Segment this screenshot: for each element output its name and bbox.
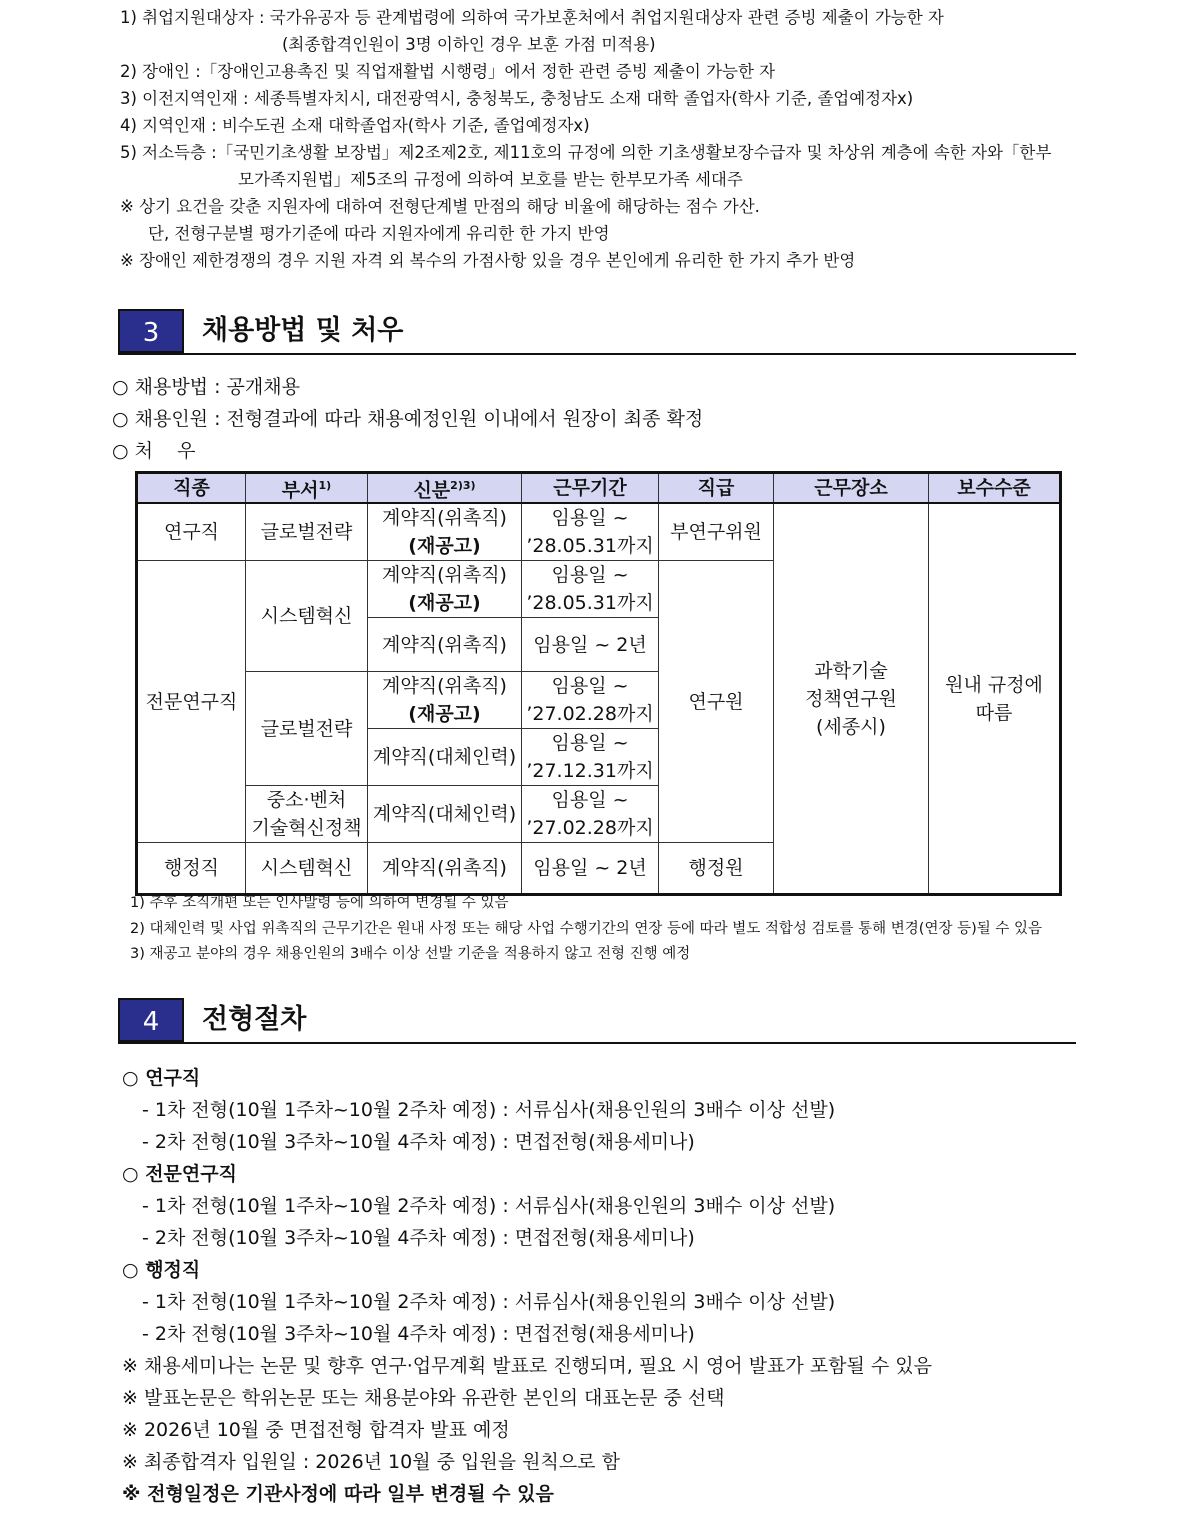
cell-period: 임용일 ~ 2년 [522,618,659,672]
note-line-1-cont: (최종합격인원이 3명 이하인 경우 보훈 가점 미적용) [282,35,656,54]
cell-rank: 행정원 [659,843,774,895]
note-line-4: 4) 지역인재 : 비수도권 소재 대학졸업자(학사 기준, 졸업예정자x) [120,116,590,135]
section-number: 4 [118,998,184,1042]
cell-period: 임용일 ~ ’27.02.28까지 [522,672,659,729]
section-number: 3 [118,309,184,353]
note-bonus-cont: 단, 전형구분별 평가기준에 따라 지원자에게 유리한 한 가지 반영 [148,224,610,243]
header-period: 근무기간 [522,473,659,504]
note-announce: ※ 2026년 10월 중 면접전형 합격자 발표 예정 [122,1419,510,1441]
header-job-type: 직종 [137,473,246,504]
cell-rank: 연구원 [659,561,774,843]
table-row [137,503,1061,561]
cell-period: 임용일 ~ ’28.05.31까지 [522,561,659,618]
footnote-2: 2) 대체인력 및 사업 위촉직의 근무기간은 원내 사정 또는 해당 사업 수행기간의 연장 등에 따라 별도 적합성 검토를 통해 변경(연장 등)될 수 있음 [130,921,1042,937]
group-prof-step1: - 1차 전형(10월 1주차~10월 2주차 예정) : 서류심사(채용인원의 3배수 이상 선발) [142,1195,836,1217]
header-dept: 부서$^{1)}$ [246,473,368,504]
cell-place: 과학기술 정책연구원 (세종시) [774,503,929,895]
footnote-1: 1) 추후 조직개편 또는 인사발령 등에 의하여 변경될 수 있음 [130,895,509,911]
cell-period: 임용일 ~ ’27.02.28까지 [522,786,659,843]
note-paper: ※ 발표논문은 학위논문 또는 채용분야와 유관한 본인의 대표논문 중 선택 [122,1387,725,1409]
cell-status: 계약직(위촉직) (재공고) [368,561,522,618]
cell-status: 계약직(대체인력) [368,786,522,843]
header-pay: 보수수준 [929,473,1061,504]
note-line-3: 3) 이전지역인재 : 세종특별자치시, 대전광역시, 충청북도, 충청남도 소재 대학 졸업자(학사 기준, 졸업예정자x) [120,89,914,108]
note-disabled: ※ 장애인 제한경쟁의 경우 지원 자격 외 복수의 가점사항 있을 경우 본인에게 유리한 한 가지 추가 반영 [120,251,856,270]
note-line-1: 1) 취업지원대상자 : 국가유공자 등 관계법령에 의하여 국가보훈처에서 취업지원대상자 관련 증빙 제출이 가능한 자 [120,8,944,27]
header-status: 신분$^{2)3)}$ [368,473,522,504]
group-admin-label: ○ 행정직 [122,1259,201,1281]
cell-job-type: 행정직 [137,843,246,895]
note-bonus: ※ 상기 요건을 갖춘 지원자에 대하여 전형단계별 만점의 해당 비율에 해당하는 점수 가산. [120,197,760,216]
cell-pay: 원내 규정에 따름 [929,503,1061,895]
hiring-count: ○ 채용인원 : 전형결과에 따라 채용예정인원 이내에서 원장이 최종 확정 [112,408,704,430]
cell-status: 계약직(위촉직) (재공고) [368,672,522,729]
cell-dept: 시스템혁신 [246,561,368,672]
cell-status: 계약직(위촉직) [368,618,522,672]
header-rank: 직급 [659,473,774,504]
cell-job-type: 전문연구직 [137,561,246,843]
cell-dept: 글로벌전략 [246,503,368,561]
cell-status: 계약직(위촉직) [368,843,522,895]
cell-period: 임용일 ~ ’28.05.31까지 [522,503,659,561]
section-3-header [118,309,1076,355]
note-join: ※ 최종합격자 입원일 : 2026년 10월 중 입원을 원칙으로 함 [122,1451,620,1473]
group-admin-step1: - 1차 전형(10월 1주차~10월 2주차 예정) : 서류심사(채용인원의 3배수 이상 선발) [142,1291,836,1313]
cell-status: 계약직(대체인력) [368,729,522,786]
cell-rank: 부연구위원 [659,503,774,561]
group-admin-step2: - 2차 전형(10월 3주차~10월 4주차 예정) : 면접전형(채용세미나) [142,1323,695,1345]
treatment-label: ○ 처 우 [112,440,196,462]
footnote-3: 3) 재공고 분야의 경우 채용인원의 3배수 이상 선발 기준을 적용하지 않고 전형 진행 예정 [130,946,691,962]
note-line-5-cont: 모가족지원법」제5조의 규정에 의하여 보호를 받는 한부모가족 세대주 [238,170,743,189]
cell-dept: 중소·벤처 기술혁신정책 [246,786,368,843]
section-title: 전형절차 [202,1004,307,1035]
section-title: 채용방법 및 처우 [202,315,404,346]
cell-status: 계약직(위촉직) (재공고) [368,503,522,561]
note-seminar: ※ 채용세미나는 논문 및 향후 연구·업무계획 발표로 진행되며, 필요 시 영어 발표가 포함될 수 있음 [122,1355,933,1377]
cell-job-type: 연구직 [137,503,246,561]
note-line-2: 2) 장애인 :「장애인고용촉진 및 직업재활법 시행령」에서 정한 관련 증빙 제출이 가능한 자 [120,62,776,81]
group-research-step2: - 2차 전형(10월 3주차~10월 4주차 예정) : 면접전형(채용세미나) [142,1131,695,1153]
cell-period: 임용일 ~ ’27.12.31까지 [522,729,659,786]
table-header-row [137,473,1061,504]
cell-dept: 시스템혁신 [246,843,368,895]
cell-period: 임용일 ~ 2년 [522,843,659,895]
group-prof-label: ○ 전문연구직 [122,1163,237,1185]
group-research-label: ○ 연구직 [122,1067,201,1089]
jobs-table [135,471,1062,896]
note-line-5: 5) 저소득층 :「국민기초생활 보장법」제2조제2호, 제11호의 규정에 의한 기초생활보장수급자 및 차상위 계층에 속한 자와「한부 [120,143,1052,162]
note-schedule-change: ※ 전형일정은 기관사정에 따라 일부 변경될 수 있음 [122,1483,554,1505]
hiring-method: ○ 채용방법 : 공개채용 [112,376,300,398]
cell-dept: 글로벌전략 [246,672,368,786]
header-place: 근무장소 [774,473,929,504]
group-research-step1: - 1차 전형(10월 1주차~10월 2주차 예정) : 서류심사(채용인원의 3배수 이상 선발) [142,1099,836,1121]
group-prof-step2: - 2차 전형(10월 3주차~10월 4주차 예정) : 면접전형(채용세미나) [142,1227,695,1249]
section-4-header [118,998,1076,1044]
